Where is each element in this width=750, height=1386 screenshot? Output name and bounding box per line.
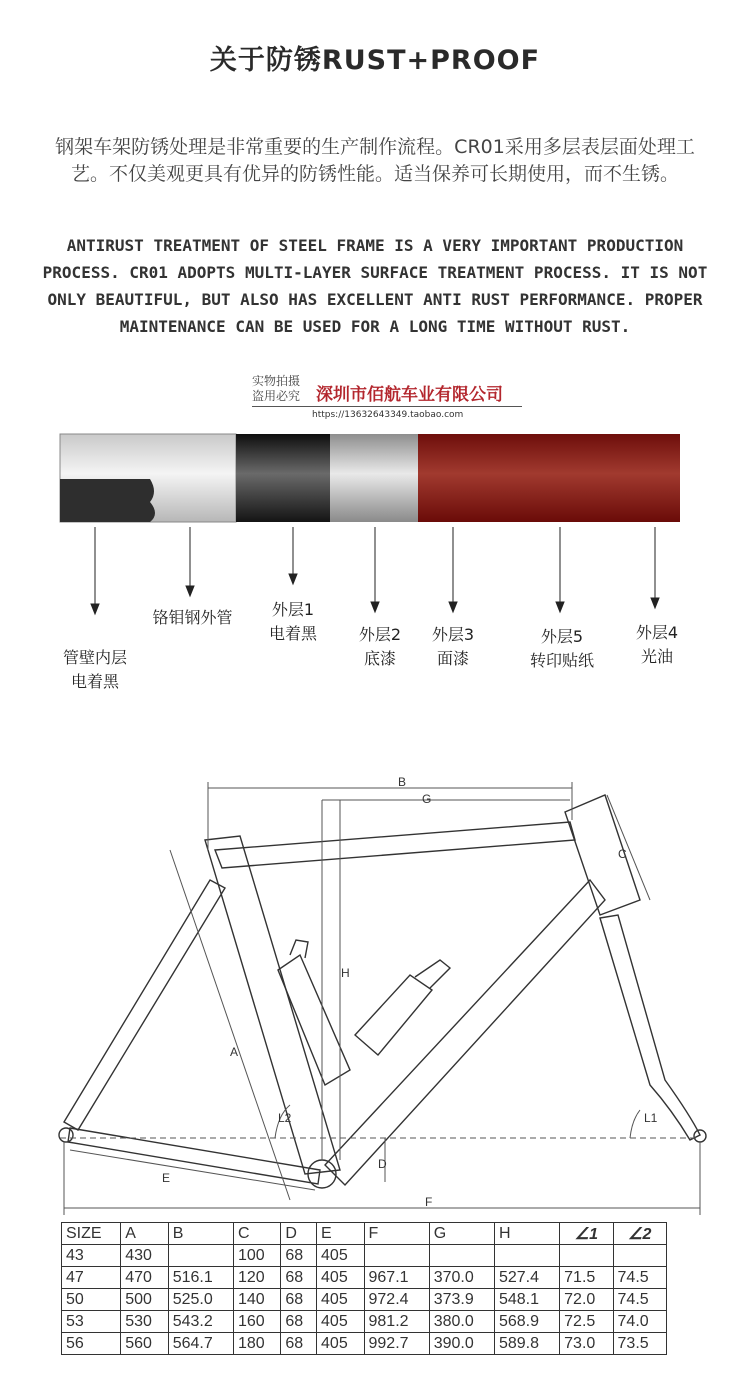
page-title: 关于防锈RUST+PROOF bbox=[209, 45, 541, 76]
front-dropout bbox=[694, 1130, 706, 1142]
layer-label-outer5: 外层5 转印贴纸 bbox=[529, 627, 594, 670]
table-row: 43 430 100 68 405 bbox=[62, 1245, 667, 1267]
dim-label-C: C bbox=[618, 847, 627, 861]
dim-label-B: B bbox=[398, 775, 407, 789]
rear-dropout bbox=[59, 1128, 73, 1142]
fork bbox=[600, 915, 700, 1140]
layer-label-tube: 铬钼钢外管 bbox=[152, 608, 233, 627]
table-header-row: SIZE A B C D E F G H ∠1 ∠2 bbox=[62, 1223, 667, 1245]
watermark-divider bbox=[252, 406, 522, 407]
dim-label-A: A bbox=[230, 1045, 239, 1059]
seat-stay bbox=[64, 880, 225, 1130]
top-tube bbox=[215, 822, 575, 868]
table-row: 53 530 543.2 160 68 405 981.2 380.0 568.9 72.5 74.0 bbox=[62, 1311, 667, 1333]
layer-cross-section bbox=[0, 432, 750, 632]
outer1-black-layer bbox=[236, 434, 330, 522]
dim-label-L1: L1 bbox=[644, 1111, 658, 1125]
outer3-paint-layer bbox=[418, 434, 680, 522]
intro-chinese: 钢架车架防锈处理是非常重要的生产制作流程。CR01采用多层表层面处理工艺。不仅美观更具有优异的防锈性能。适当保养可长期使用，而不生锈。 bbox=[55, 136, 695, 185]
dim-label-L2: L2 bbox=[278, 1111, 292, 1125]
seat-tube bbox=[205, 836, 340, 1174]
dim-label-D: D bbox=[378, 1157, 387, 1171]
watermark-company: 深圳市佰航车业有限公司 bbox=[316, 385, 503, 405]
layer-label-inner: 管壁内层 电着黑 bbox=[62, 648, 127, 691]
dim-C-line bbox=[607, 795, 650, 900]
geometry-table bbox=[61, 1222, 667, 1355]
layer-label-outer3: 外层3 面漆 bbox=[431, 625, 475, 668]
inner-black-layer bbox=[60, 479, 155, 522]
watermark-url: https://13632643349.taobao.com bbox=[312, 410, 464, 420]
angle-1-arc bbox=[630, 1110, 640, 1138]
watermark bbox=[252, 374, 552, 424]
watermark-note: 实物拍摄 盗用必究 bbox=[252, 374, 301, 403]
outer2-primer-layer bbox=[330, 434, 418, 522]
dim-label-G: G bbox=[422, 792, 432, 806]
bottle-left bbox=[278, 955, 350, 1085]
dim-label-F: F bbox=[425, 1195, 433, 1209]
down-tube bbox=[325, 880, 605, 1185]
layer-label-outer4: 外层4 光油 bbox=[635, 623, 679, 666]
layer-label-outer2: 外层2 底漆 bbox=[358, 625, 402, 668]
bottle-right bbox=[355, 975, 432, 1055]
table-row: 56 560 564.7 180 68 405 992.7 390.0 589.8 73.0 73.5 bbox=[62, 1333, 667, 1355]
frame-geometry-diagram bbox=[0, 770, 750, 1220]
layer-label-outer1: 外层1 电着黑 bbox=[268, 600, 317, 643]
intro-english: ANTIRUST TREATMENT OF STEEL FRAME IS A VERY IMPORTANT PRODUCTION PROCESS. CR01 ADOPTS MULTI-LAYER SURFACE TREATMENT PROCESS. IT IS NOT ONLY BEAUTIFUL, BUT ALSO HAS EXCELLENT ANTI RUST PERFORMANCE. PROPER MAINTENANCE CAN BE USED FOR A LONG TIME WITHOUT RUST. bbox=[42, 236, 708, 336]
bottom-bracket bbox=[308, 1160, 336, 1188]
table-row: 50 500 525.0 140 68 405 972.4 373.9 548.1 72.0 74.5 bbox=[62, 1289, 667, 1311]
dim-label-H: H bbox=[341, 966, 350, 980]
dim-E-line bbox=[70, 1150, 315, 1190]
table-row: 47 470 516.1 120 68 405 967.1 370.0 527.4 71.5 74.5 bbox=[62, 1267, 667, 1289]
dim-label-E: E bbox=[162, 1171, 171, 1185]
